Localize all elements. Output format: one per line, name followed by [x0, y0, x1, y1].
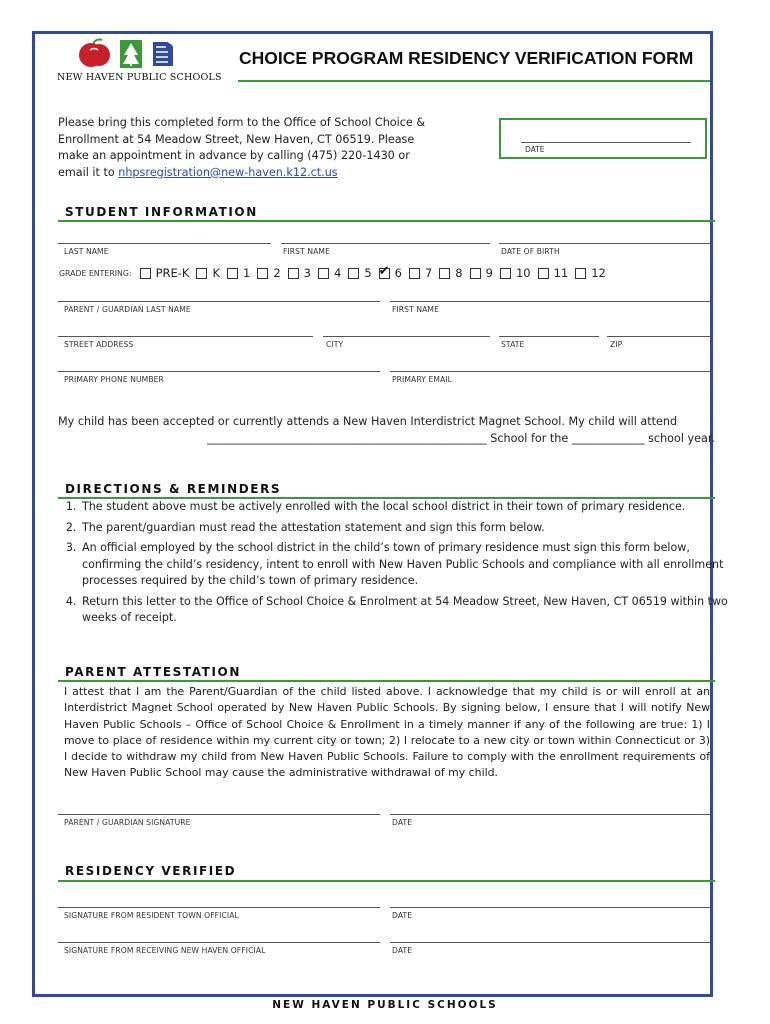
grade-checkbox[interactable]: [439, 268, 450, 279]
intro-text: [58, 115, 438, 181]
street-address-field[interactable]: [58, 336, 313, 337]
phone-label: PRIMARY PHONE NUMBER: [64, 375, 164, 384]
grade-checkbox[interactable]: [318, 268, 329, 279]
grade-checkbox[interactable]: [140, 268, 151, 279]
grade-checkbox[interactable]: [538, 268, 549, 279]
resident-official-signature-field[interactable]: [58, 907, 380, 908]
list-item: 1. The student above must be actively enrolled with the local school district in their town of primary residence.: [80, 499, 730, 516]
grade-checkbox[interactable]: [348, 268, 359, 279]
grade-option-label: 11: [553, 266, 569, 280]
grade-option-8[interactable]: [439, 266, 462, 280]
grade-options: [140, 266, 613, 280]
grade-option-10[interactable]: [500, 266, 531, 280]
student-info-heading: STUDENT INFORMATION: [65, 205, 258, 219]
attestation-heading: PARENT ATTESTATION: [65, 665, 241, 679]
grade-entering-row: [59, 265, 613, 281]
grade-option-label: K: [212, 266, 220, 280]
parent-signature-date-label: DATE: [392, 818, 413, 827]
first-name-field[interactable]: [281, 243, 490, 244]
resident-official-date-field[interactable]: [390, 907, 713, 908]
grade-option-3[interactable]: [288, 266, 311, 280]
residency-verified-divider: [58, 880, 715, 882]
state-field[interactable]: [499, 336, 599, 337]
grade-checkbox[interactable]: [575, 268, 586, 279]
grade-checkbox[interactable]: [500, 268, 511, 279]
resident-official-signature-label: SIGNATURE FROM RESIDENT TOWN OFFICIAL: [64, 911, 239, 920]
parent-last-name-label: PARENT / GUARDIAN LAST NAME: [64, 305, 191, 314]
residency-verified-heading: RESIDENCY VERIFIED: [65, 864, 237, 878]
grade-option-7[interactable]: [409, 266, 432, 280]
grade-option-label: 10: [515, 266, 531, 280]
attestation-divider: [58, 680, 715, 682]
grade-option-label: 5: [364, 266, 372, 280]
grade-option-6[interactable]: [379, 266, 402, 280]
grade-checkbox[interactable]: [196, 268, 207, 279]
intro-body: Please bring this completed form to the Office of School Choice & Enrollment at 54 Meadow Street, New Haven, CT 06519. Please make an appointment in advance by calling (475) 220-1430 or email it to: [58, 116, 426, 179]
dob-field[interactable]: [499, 243, 713, 244]
statement-line-1: My child has been accepted or currently attends a New Haven Interdistrict Magnet School. My child will attend: [58, 415, 678, 428]
grade-option-label: 7: [424, 266, 433, 280]
parent-first-name-label: FIRST NAME: [392, 305, 439, 314]
logo-wordmark: NEW HAVEN PUBLIC SCHOOLS: [57, 72, 222, 83]
grade-option-label: 1: [243, 266, 251, 280]
phone-field[interactable]: [58, 371, 380, 372]
parent-signature-field[interactable]: [58, 814, 380, 815]
first-name-label: FIRST NAME: [283, 247, 330, 256]
directions-heading: DIRECTIONS & REMINDERS: [65, 482, 282, 496]
city-label: CITY: [326, 340, 344, 349]
grade-option-label: PRE-K: [155, 266, 190, 280]
resident-official-date-label: DATE: [392, 911, 413, 920]
list-item: 2. The parent/guardian must read the attestation statement and sign this form below.: [80, 520, 730, 537]
date-box: [499, 118, 707, 159]
grade-checkbox[interactable]: [288, 268, 299, 279]
grade-option-label: 4: [333, 266, 342, 280]
parent-last-name-field[interactable]: [58, 301, 380, 302]
email-link[interactable]: nhpsregistration@new-haven.k12.ct.us: [118, 165, 338, 179]
receiving-official-date-label: DATE: [392, 946, 413, 955]
grade-option-2[interactable]: [257, 266, 280, 280]
tree-icon: [120, 40, 142, 68]
receiving-official-date-field[interactable]: [390, 942, 710, 943]
grade-checkbox[interactable]: [409, 268, 420, 279]
grade-option-label: 6: [394, 266, 402, 280]
dob-label: DATE OF BIRTH: [501, 247, 560, 256]
title-divider: [238, 80, 710, 82]
street-address-label: STREET ADDRESS: [64, 340, 134, 349]
statement-line-2[interactable]: __________________________________________________ School for the _____________ school year.: [207, 432, 715, 445]
receiving-official-signature-label: SIGNATURE FROM RECEIVING NEW HAVEN OFFICIAL: [64, 946, 266, 955]
grade-checkbox[interactable]: [257, 268, 268, 279]
grade-option-label: 12: [591, 266, 606, 280]
grade-option-12[interactable]: [575, 266, 606, 280]
grade-option-label: 3: [303, 266, 311, 280]
apple-icon: [79, 40, 110, 68]
last-name-label: LAST NAME: [64, 247, 109, 256]
grade-option-1[interactable]: [227, 266, 250, 280]
email-field[interactable]: [390, 371, 713, 372]
email-label: PRIMARY EMAIL: [392, 375, 452, 384]
parent-signature-label: PARENT / GUARDIAN SIGNATURE: [64, 818, 191, 827]
grade-option-11[interactable]: [538, 266, 569, 280]
date-label: DATE: [525, 145, 545, 154]
receiving-official-signature-field[interactable]: [58, 942, 380, 943]
grade-checkbox[interactable]: [379, 268, 390, 279]
grade-checkbox[interactable]: [470, 268, 481, 279]
directions-list: [64, 499, 730, 631]
date-input-line[interactable]: [521, 142, 691, 143]
attestation-text: I attest that I am the Parent/Guardian of the child listed above. I acknowledge that my child is or will enroll at an Interdistrict Magnet School operated by New Haven Public Schools. By signing below, I ensure that I will notify New Haven Public Schools – Office of School Choice & Enrollment in a timely manner if any of the following are true: 1) I move to place of residence within my current city or town; 2) I relocate to a new city or town within Connecticut or 3) I decide to withdraw my child from New Haven Public Schools. Failure to comply with the enrollment requirements of New Haven Public School may cause the administrative withdrawal of my child.: [64, 685, 710, 780]
grade-option-4[interactable]: [318, 266, 341, 280]
grade-option-5[interactable]: [348, 266, 371, 280]
grade-entering-label: GRADE ENTERING:: [59, 268, 132, 278]
list-item: 4. Return this letter to the Office of School Choice & Enrolment at 54 Meadow Street, New Haven, CT 06519 within two weeks of receipt.: [80, 594, 730, 627]
grade-option-k[interactable]: [196, 266, 220, 280]
grade-option-label: 9: [485, 266, 493, 280]
page-title: CHOICE PROGRAM RESIDENCY VERIFICATION FORM: [239, 48, 694, 68]
grade-option-label: 2: [273, 266, 281, 280]
grade-checkbox[interactable]: [227, 268, 238, 279]
parent-first-name-field[interactable]: [390, 301, 713, 302]
book-icon: [153, 42, 174, 66]
zip-field[interactable]: [607, 336, 713, 337]
enrollment-statement: [58, 413, 715, 447]
grade-option-label: 8: [455, 266, 463, 280]
parent-signature-date-field[interactable]: [390, 814, 713, 815]
student-info-divider: [58, 220, 715, 222]
zip-label: ZIP: [610, 340, 623, 349]
grade-option-pre-k[interactable]: [140, 266, 190, 280]
page-footer: NEW HAVEN PUBLIC SCHOOLS: [272, 999, 498, 1011]
city-field[interactable]: [323, 336, 490, 337]
state-label: STATE: [501, 340, 525, 349]
last-name-field[interactable]: [58, 243, 271, 244]
list-item: 3. An official employed by the school district in the child’s town of primary residence must sign this form below, confirming the child’s residency, intent to enroll with New Haven Public Schools and compliance with all enrollment processes required by the child’s town of primary residence.: [80, 540, 730, 590]
grade-option-9[interactable]: [470, 266, 493, 280]
